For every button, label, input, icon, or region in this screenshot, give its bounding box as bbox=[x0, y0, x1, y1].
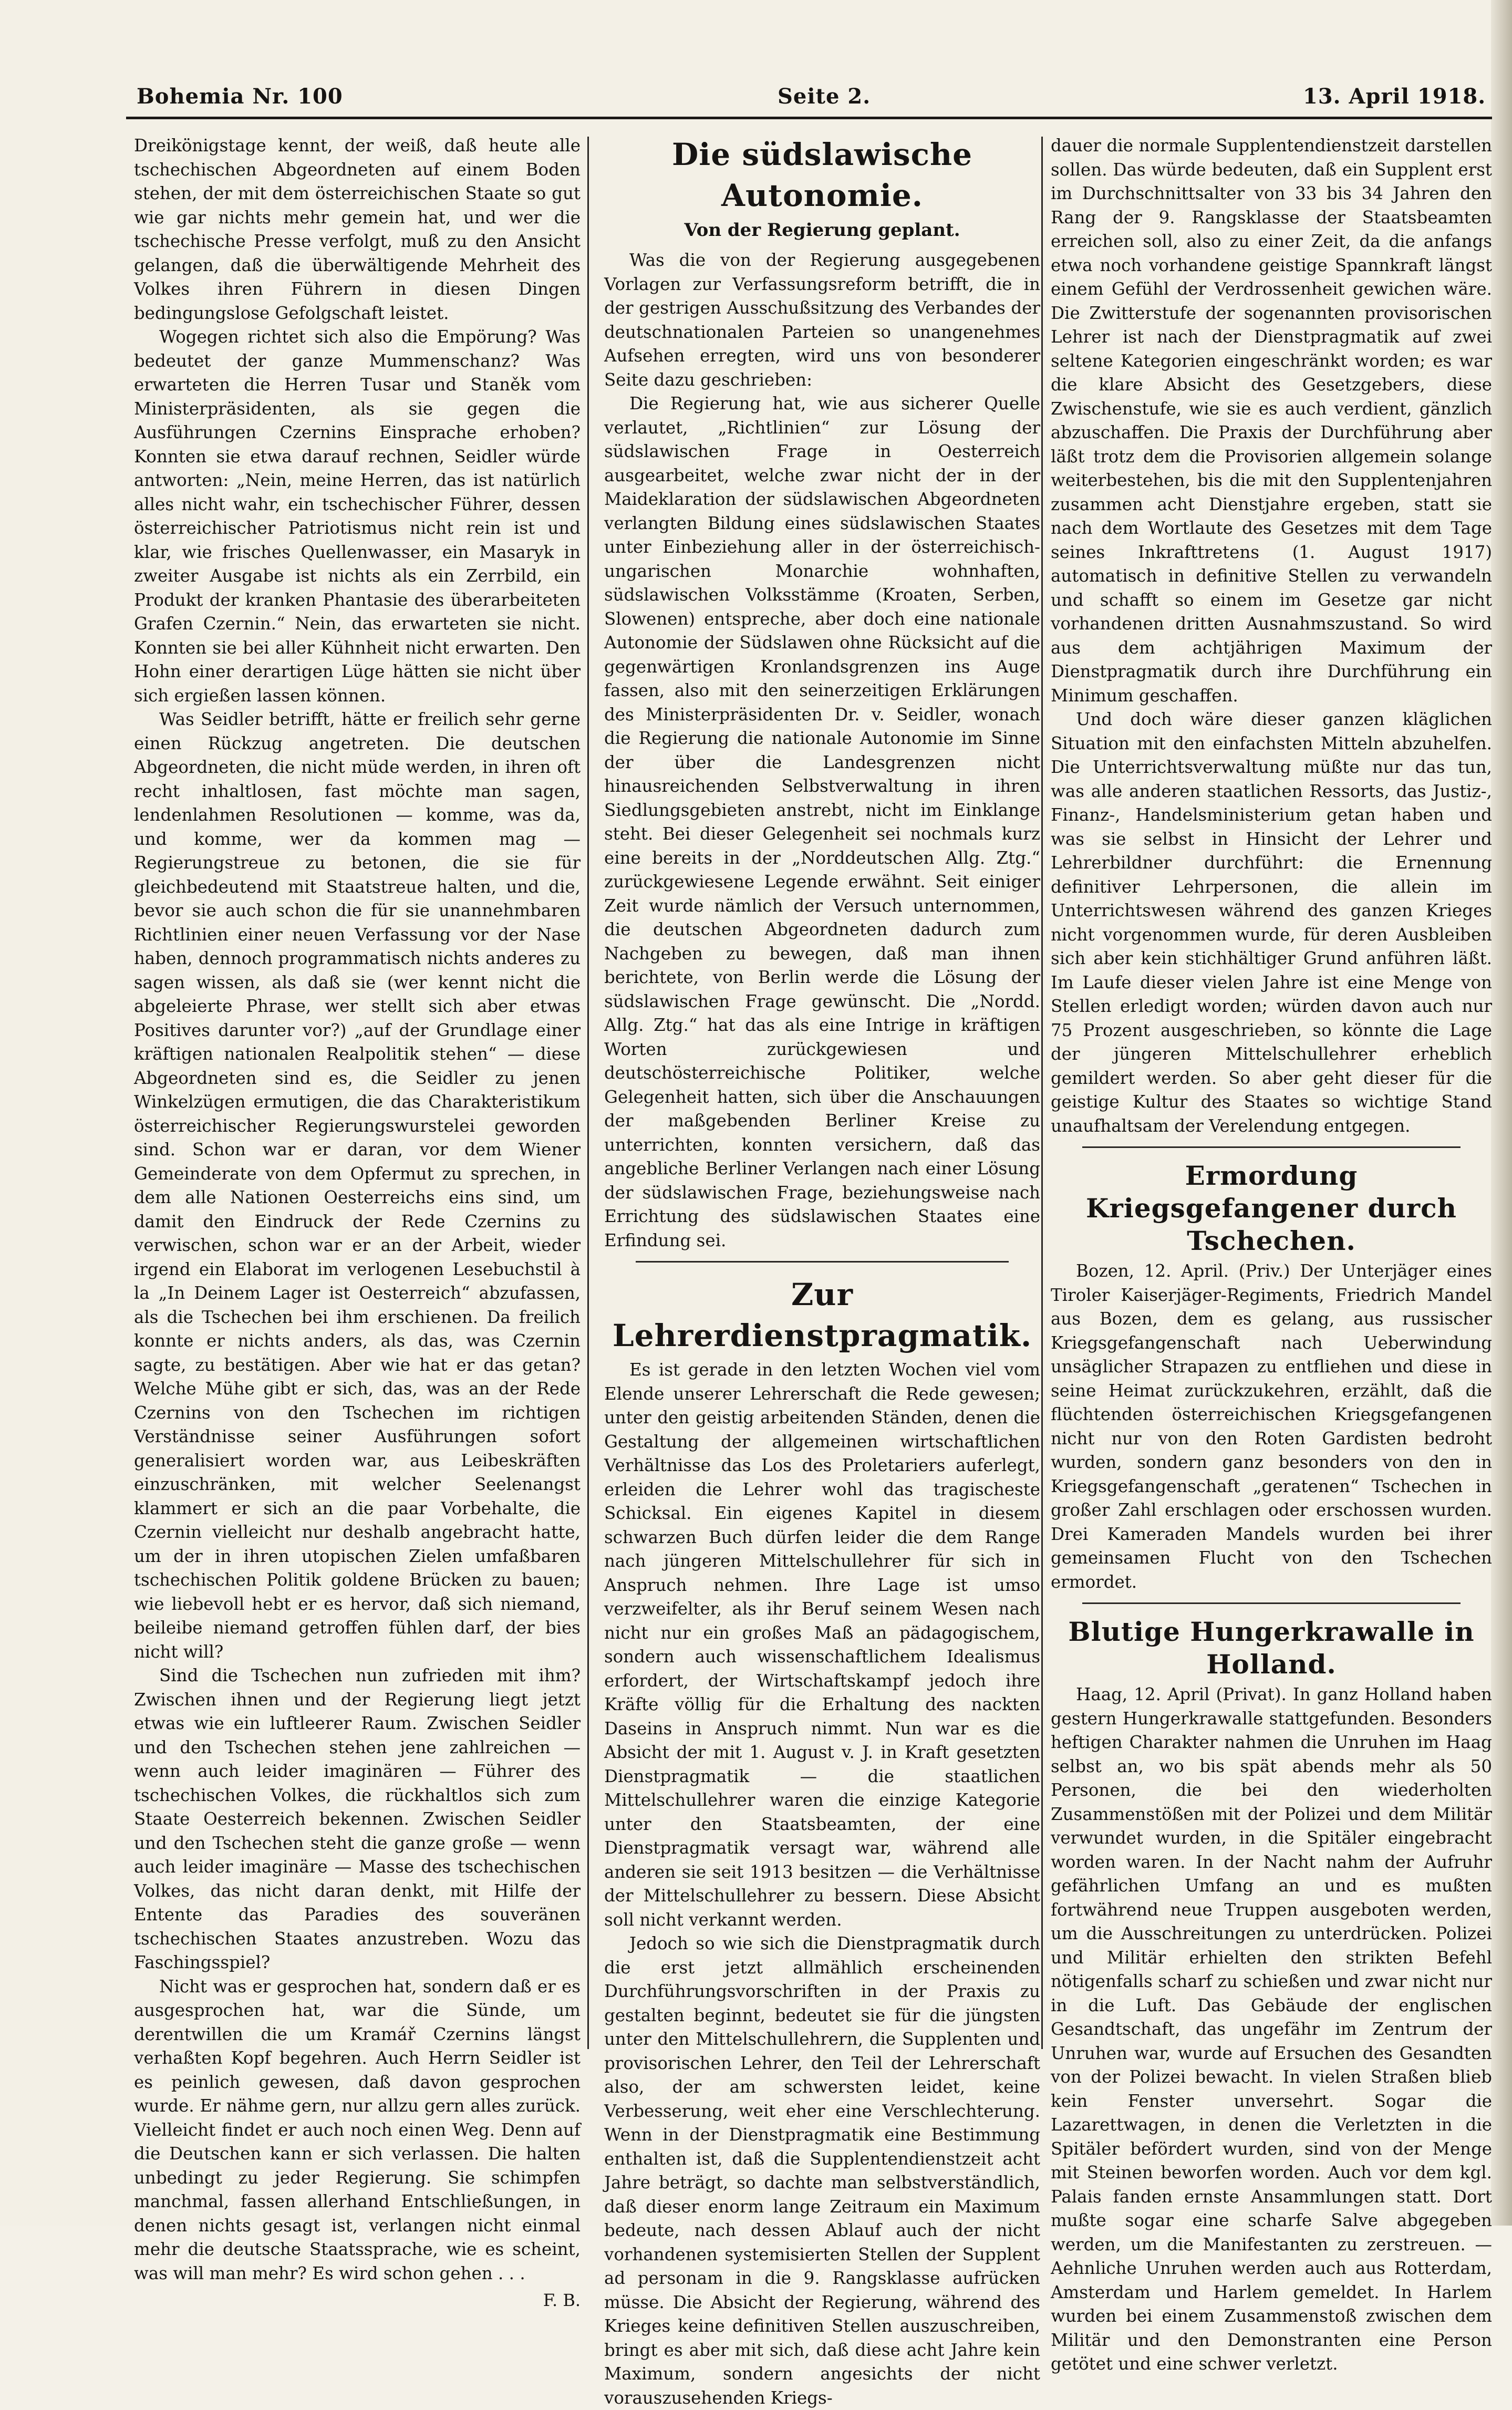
column-divider-2 bbox=[1041, 137, 1043, 2049]
column-2 bbox=[604, 134, 1040, 2408]
article-paragraph: Die Regierung hat, wie aus sicherer Quelle verlautet, „Richtlinien“ zur Lösung der südslawischen Frage in Oesterreich ausgearbeitet, welche zwar nicht der in der Maideklaration der südslawischen Abgeordneten verlangten Bildung eines südslawischen Staates unter Einbeziehung aller in der österreichisch-ungarischen Monarchie wohnhaften, südslawischen Volksstämme (Kroaten, Serben, Slowenen) entspreche, aber doch eine nationale Autonomie der Südslawen ohne Rücksicht auf die gegenwärtigen Kronlandsgrenzen ins Auge fassen, also mit den seinerzeitigen Erklärungen des Ministerpräsidenten Dr. v. Seidler, wonach die Regierung die nationale Autonomie im Sinne der über die Landesgrenzen nicht hinausreichenden Selbstverwaltung in ihren Siedlungsgebieten anstrebt, nicht im Einklange steht. Bei dieser Gelegenheit sei nochmals kurz eine bereits in der „Norddeutschen Allg. Ztg.“ zurückgewiesene Legende erwähnt. Seit einiger Zeit wurde nämlich der Versuch unternommen, die deutschen Abgeordneten dadurch zum Nachgeben zu bewegen, daß man ihnen berichtete, von Berlin werde die Lösung der südslawischen Frage gewünscht. Die „Nordd. Allg. Ztg.“ hat das als eine Intrige in kräftigen Worten zurückgewiesen und deutschösterreichische Politiker, welche Gelegenheit hatten, sich über die Anschauungen der maßgebenden Berliner Kreise zu unterrichten, konnten versichern, daß das angebliche Berliner Verlangen nach einer Lösung der südslawischen Frage, beziehungsweise nach Errichtung des südslawischen Staates eine Erfindung sei. bbox=[604, 394, 1040, 1250]
header-paper-number: Bohemia Nr. 100 bbox=[137, 84, 343, 109]
article-separator bbox=[1082, 1602, 1461, 1604]
article-paragraph: Haag, 12. April (Privat). In ganz Holland haben gestern Hungerkrawalle stattgefunden. Besonders heftigen Charakter nahmen die Unruhen im Haag selbst an, wo bis spät abends mehr als 50 Personen, die bei den wiederholten Zusammenstößen mit der Polizei und dem Militär verwundet wurden, in die Spitäler eingebracht worden waren. In der Nacht nahm der Aufruhr gefährlichen Umfang an und es mußten fortwährend neue Truppen ausgeboten werden, um die Ausschreitungen zu unterdrücken. Polizei und Militär erhielten den strikten Befehl nötigenfalls scharf zu schießen und zwar nicht nur in die Luft. Das Gebäude der englischen Gesandtschaft, das ungefähr im Zentrum der Unruhen war, wurde auf Ersuchen des Gesandten von der Polizei bewacht. In vielen Straßen blieb kein Fenster unversehrt. Sogar die Lazarettwagen, in denen die Verletzten in die Spitäler befördert wurden, sind von der Menge mit Steinen beworfen worden. Auch vor dem kgl. Palais fanden ernste Ansammlungen statt. Dort mußte sogar eine scharfe Salve abgegeben werden, um die Manifestanten zu zerstreuen. — Aehnliche Unruhen werden auch aus Rotterdam, Amsterdam und Harlem gemeldet. In Harlem wurden bei einem Zusammenstoß zwischen dem Militär und den Demonstranten eine Person getötet und eine schwer verletzt. bbox=[1051, 1684, 1492, 2374]
header-rule bbox=[126, 117, 1492, 119]
column-3 bbox=[1051, 134, 1492, 2374]
article-paragraph: Dreikönigstage kennt, der weiß, daß heute alle tschechischen Abgeordneten auf einem Boden stehen, der mit dem österreichischen Staate so gut wie gar nichts mehr gemein hat, und wer die tschechische Presse verfolgt, muß zu den Ansicht gelangen, daß die überwältigende Mehrheit des Volkes ihren Führern in diesen Dingen bedingungslose Gefolgschaft leistet. bbox=[134, 136, 581, 323]
article-paragraph: Und doch wäre dieser ganzen kläglichen Situation mit den einfachsten Mitteln abzuhelfen. Die Unterrichtsverwaltung müßte nur das tun, was alle anderen staatlichen Ressorts, das Justiz-, Finanz-, Handelsministerium getan haben und was sie selbst in Hinsicht der Lehrer und Lehrerbildner durchführt: die Ernennung definitiver Lehrpersonen, die allein im Unterrichtswesen während des ganzen Krieges nicht vorgenommen wurde, für deren Ausbleiben sich aber kein stichhältiger Grund anführen läßt. Im Laufe dieser vielen Jahre ist eine Menge von Stellen erledigt worden; würden davon auch nur 75 Prozent ausgeschrieben, so könnte die Lage der jüngeren Mittelschullehrer erheblich gemildert werden. So aber geht dieser für die geistige Kultur des Staates so wichtige Stand unaufhaltsam der Verelendung entgegen. bbox=[1051, 709, 1492, 1136]
article-paragraph: Was Seidler betrifft, hätte er freilich sehr gerne einen Rückzug angetreten. Die deutschen Abgeordneten, die nicht müde werden, in ihren oft recht inhaltlosen, fast möchte man sagen, lendenlahmen Resolutionen — komme, was da, und komme, wer da kommen mag — Regierungstreue zu betonen, die sie für gleichbedeutend mit Staatstreue halten, und die, bevor sie auch schon die für sie unannehmbaren Richtlinien einer neuen Verfassung vor der Nase haben, dennoch programmatisch nichts anderes zu sagen wissen, als daß sie (wer kennt nicht die abgeleierte Phrase, wer stellt sich aber etwas Positives darunter vor?) „auf der Grundlage einer kräftigen nationalen Realpolitik stehen“ — diese Abgeordneten sind es, die Seidler zu jenen Winkelzügen ermutigen, die das Charakteristikum österreichischer Regierungswurstelei geworden sind. Schon war er daran, vor dem Wiener Gemeinderate von dem Opfermut zu sprechen, in dem alle Nationen Oesterreichs eins sind, um damit den Eindruck der Rede Czernins zu verwischen, schon war er an der Arbeit, wieder irgend ein Elaborat im verlogenen Lesebuchstil à la „In Deinem Lager ist Oesterreich“ abzufassen, als die Tschechen bei ihm erschienen. Da freilich konnte er nichts anders, als das, was Czernin sagte, zu bestätigen. Aber wie hat er das getan? Welche Mühe gibt er sich, das, was an der Rede Czernins von den Tschechen im richtigen Verständnisse seiner Ausführungen sofort generalisiert worden war, aus Leibeskräften einzuschränken, mit welcher Seelenangst klammert er sich an die paar Vorbehalte, die Czernin vielleicht nur deshalb angebracht hatte, um der in ihren utopischen Zielen umfaßbaren tschechischen Politik goldene Brücken zu bauen; wie liebevoll hebt er es hervor, daß sich niemand, beileibe niemand getroffen fühlen darf, der bies nicht will? bbox=[134, 709, 581, 1662]
article-paragraph: Wogegen richtet sich also die Empörung? Was bedeutet der ganze Mummenschanz? Was erwarteten die Herren Tusar und Staněk vom Ministerpräsidenten, als sie gegen die Ausführungen Czernins Einsprache erhoben? Konnten sie etwa darauf rechnen, Seidler würde antworten: „Nein, meine Herren, das ist natürlich alles nicht wahr, ein tschechischer Führer, dessen österreichischer Patriotismus nicht rein ist und klar, wie frisches Quellenwasser, ein Masaryk in zweiter Ausgabe ist nichts als ein Zerrbild, ein Produkt der kranken Phantasie des überarbeiteten Grafen Czernin.“ Nein, das erwarteten sie nicht. Konnten sie bei aller Kühnheit nicht erwarten. Den Hohn einer derartigen Lüge hätten sie nicht über sich ergießen lassen können. bbox=[134, 327, 581, 706]
article-paragraph: Nicht was er gesprochen hat, sondern daß er es ausgesprochen hat, war die Sünde, um derentwillen die um Kramář Czernins längst verhaßten Kopf begehren. Auch Herrn Seidler ist es peinlich gewesen, daß davon gesprochen wurde. Er nähme gern, nur allzu gern alles zurück. Vielleicht findet er auch noch einen Weg. Denn auf die Deutschen kann er sich verlassen. Die halten unbedingt zu jeder Regierung. Sie schimpfen manchmal, fassen allerhand Entschließungen, in denen nichts gesagt ist, verlangen nicht einmal mehr die deutsche Staatssprache, wie es scheint, was will man mehr? Es wird schon gehen . . . bbox=[134, 1976, 581, 2283]
article-separator bbox=[636, 1261, 1009, 1263]
headline-suedslawische-autonomie: Die südslawische Autonomie. bbox=[671, 137, 973, 213]
article-paragraph: Bozen, 12. April. (Priv.) Der Unterjäger eines Tiroler Kaiserjäger-Regiments, Friedrich Mandel aus Bozen, dem es gelang, aus russischer Kriegsgefangenschaft nach Ueberwindung unsäglicher Strapazen zu entfliehen und diese in seine Heimat zurückzukehren, erzählt, daß die flüchtenden österreichischen Kriegsgefangenen nicht nur von den Roten Gardisten bedroht wurden, sondern ganz besonders von den in Kriegsgefangenschaft „geratenen“ Tschechen in großer Zahl erschlagen oder erschossen wurden. Drei Kameraden Mandels wurden bei ihrer gemeinsamen Flucht von den Tschechen ermordet. bbox=[1051, 1261, 1492, 1592]
article-separator bbox=[1082, 1146, 1461, 1148]
article-paragraph: Jedoch so wie sich die Dienstpragmatik durch die erst jetzt allmählich erscheinenden Durchführungsvorschriften in der Praxis zu gestalten beginnt, bedeutet sie für die jüngsten unter den Mittelschullehrern, die Supplenten und provisorischen Lehrer, den Teil der Lehrerschaft also, der am schwersten leidet, keine Verbesserung, weit eher eine Verschlechterung. Wenn in der Dienstpragmatik eine Bestimmung enthalten ist, daß die Supplentendienstzeit acht Jahre beträgt, so dachte man selbstverständlich, daß dieser enorm lange Zeitraum ein Maximum bedeute, nach dessen Ablauf auch der nicht vorhandenen systemisierten Stellen der Supplent ad personam in die 9. Rangsklasse aufrücken müsse. Die Absicht der Regierung, während des Krieges keine definitiven Stellen auszuschreiben, bringt es aber mit sich, daß diese acht Jahre kein Maximum, sondern angesichts der nicht vorauszusehenden Kriegs- bbox=[604, 1933, 1040, 2408]
column-divider-1 bbox=[587, 137, 589, 2049]
subheadline: Von der Regierung geplant. bbox=[684, 220, 960, 241]
headline-ermordung-kriegsgefangener: Ermordung Kriegsgefangener durch Tschechen. bbox=[1086, 1160, 1457, 1256]
article-paragraph: dauer die normale Supplentendienstzeit darstellen sollen. Das würde bedeuten, daß ein Supplent erst im Durchschnittsalter von 33 bis 34 Jahren den Rang der 9. Rangsklasse der Staatsbeamten erreichen soll, also zu einer Zeit, da die anfangs etwa noch vorhandene geistige Spannkraft längst einem Gefühl der Verdrossenheit gewichen wäre. Die Zwitterstufe der sogenannten provisorischen Lehrer ist nach der Dienstpragmatik auf zwei seltene Kategorien eingeschränkt worden; es war die klare Absicht des Gesetzgebers, diese Zwischenstufe, wie sie es auch verdient, gänzlich abzuschaffen. Die Praxis der Durchführung aber läßt trotz dem die Provisorien allgemein solange weiterbestehen, bis die mit den Supplentenjahren zusammen acht Dienstjahre ergeben, statt sie nach dem Wortlaute des Gesetzes mit dem Tage seines Inkrafttretens (1. August 1917) automatisch in definitive Stellen zu verwandeln und schafft so einem im Gesetze gar nicht vorhandenen dritten Ausnahmszustand. So wird aus dem achtjährigen Maximum der Dienstpragmatik durch ihre Durchführung ein Minimum geschaffen. bbox=[1051, 136, 1492, 706]
header-date: 13. April 1918. bbox=[1303, 84, 1486, 109]
article-paragraph: Es ist gerade in den letzten Wochen viel vom Elende unserer Lehrerschaft die Rede gewesen; unter den geistig arbeitenden Ständen, denen die Gestaltung der allgemeinen wirtschaftlichen Verhältnisse das Los des Proletariers auferlegt, erleiden die Lehrer wohl das tragischeste Schicksal. Ein eigenes Kapitel in diesem schwarzen Buch dürfen leider die dem Range nach jüngeren Mittelschullehrer für sich in Anspruch nehmen. Ihre Lage ist umso verzweifelter, als ihr Beruf seinem Wesen nach nicht nur ein großes Maß an pädagogischem, sondern auch wissenschaftlichem Idealismus erfordert, der Wirtschaftskampf jedoch ihre Kräfte völlig für die Erhaltung des nackten Daseins in Anspruch nimmt. Nun war es die Absicht der mit 1. August v. J. in Kraft gesetzten Dienstpragmatik — die staatlichen Mittelschullehrer waren die einzige Kategorie unter den Staatsbeamten, der eine Dienstpragmatik versagt war, während alle anderen sie seit 1913 besitzen — die Verhältnisse der Mittelschullehrer zu bessern. Diese Absicht soll nicht verkannt werden. bbox=[604, 1360, 1040, 1930]
article-paragraph: Was die von der Regierung ausgegebenen Vorlagen zur Verfassungsreform betrifft, die in der gestrigen Ausschußsitzung des Verbandes der deutschnationalen Parteien so unangenehmes Aufsehen erregten, wird uns von besonderer Seite dazu geschrieben: bbox=[604, 250, 1040, 390]
headline-lehrerdienstpragmatik: Zur Lehrerdienstpragmatik. bbox=[612, 1277, 1032, 1353]
header-page-number: Seite 2. bbox=[778, 84, 871, 109]
author-signature: F. B. bbox=[543, 2290, 581, 2310]
headline-hungerkrawalle-holland: Blutige Hungerkrawalle in Holland. bbox=[1068, 1616, 1475, 1680]
column-1 bbox=[134, 134, 581, 2310]
page-edge bbox=[1491, 0, 1512, 2226]
article-paragraph: Sind die Tschechen nun zufrieden mit ihm? Zwischen ihnen und der Regierung liegt jetzt etwas wie ein luftleerer Raum. Zwischen Seidler und den Tschechen stehen jene zahlreichen — wenn auch leider imaginären — Führer des tschechischen Volkes, die rückhaltlos sich zum Staate Oesterreich bekennen. Zwischen Seidler und den Tschechen steht die ganze große — wenn auch leider imaginäre — Masse des tschechischen Volkes, das nicht daran denkt, mit Hilfe der Entente das Paradies des souveränen tschechischen Staates anzustreben. Wozu das Faschingsspiel? bbox=[134, 1666, 581, 1972]
page-header bbox=[126, 79, 1492, 126]
